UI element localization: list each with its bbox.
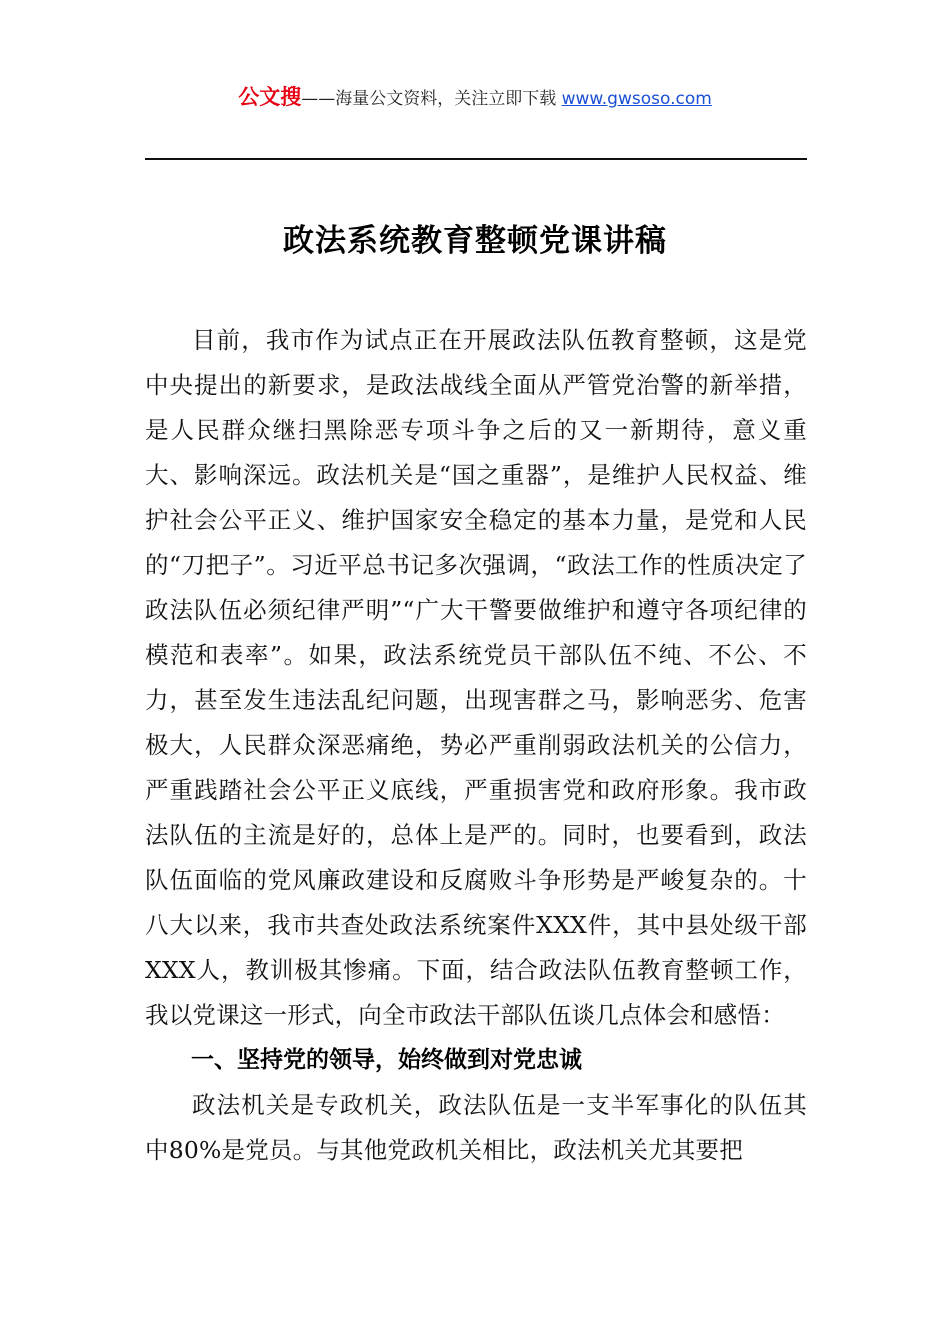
website-link[interactable]: www.gwsoso.com xyxy=(561,89,712,109)
document-title: 政法系统教育整顿党课讲稿 xyxy=(283,223,667,259)
header-divider xyxy=(145,158,807,160)
section-heading: 一、坚持党的领导，始终做到对党忠诚 xyxy=(191,1047,582,1073)
brand-name: 公文搜 xyxy=(238,85,302,109)
document-body xyxy=(145,318,807,1173)
header-tagline: ——海量公文资料，关注立即下载 xyxy=(301,89,562,109)
intro-paragraph: 目前，我市作为试点正在开展政法队伍教育整顿，这是党中央提出的新要求，是政法战线全面从严管党治警的新举措，是人民群众继扫黑除恶专项斗争之后的又一新期待，意义重大、影响深远。政法机关是“国之重器”，是维护人民权益、维护社会公平正义、维护国家安全稳定的基本力量，是党和人民的“刀把子”。习近平总书记多次强调，“政法工作的性质决定了政法队伍必须纪律严明”“广大干警要做维护和遵守各项纪律的模范和表率”。如果，政法系统党员干部队伍不纯、不公、不力，甚至发生违法乱纪问题，出现害群之马，影响恶劣、危害极大，人民群众深恶痛绝，势必严重削弱政法机关的公信力，严重践踏社会公平正义底线，严重损害党和政府形象。我市政法队伍的主流是好的，总体上是严的。同时，也要看到，政法队伍面临的党风廉政建设和反腐败斗争形势是严峻复杂的。十八大以来，我市共查处政法系统案件XXX件，其中县处级干部XXX人，教训极其惨痛。下面，结合政法队伍教育整顿工作，我以党课这一形式，向全市政法干部队伍谈几点体会和感悟： xyxy=(145,326,807,1029)
page-header xyxy=(0,82,950,114)
section-paragraph: 政法机关是专政机关，政法队伍是一支半军事化的队伍其中80%是党员。与其他党政机关相比，政法机关尤其要把 xyxy=(145,1091,807,1164)
